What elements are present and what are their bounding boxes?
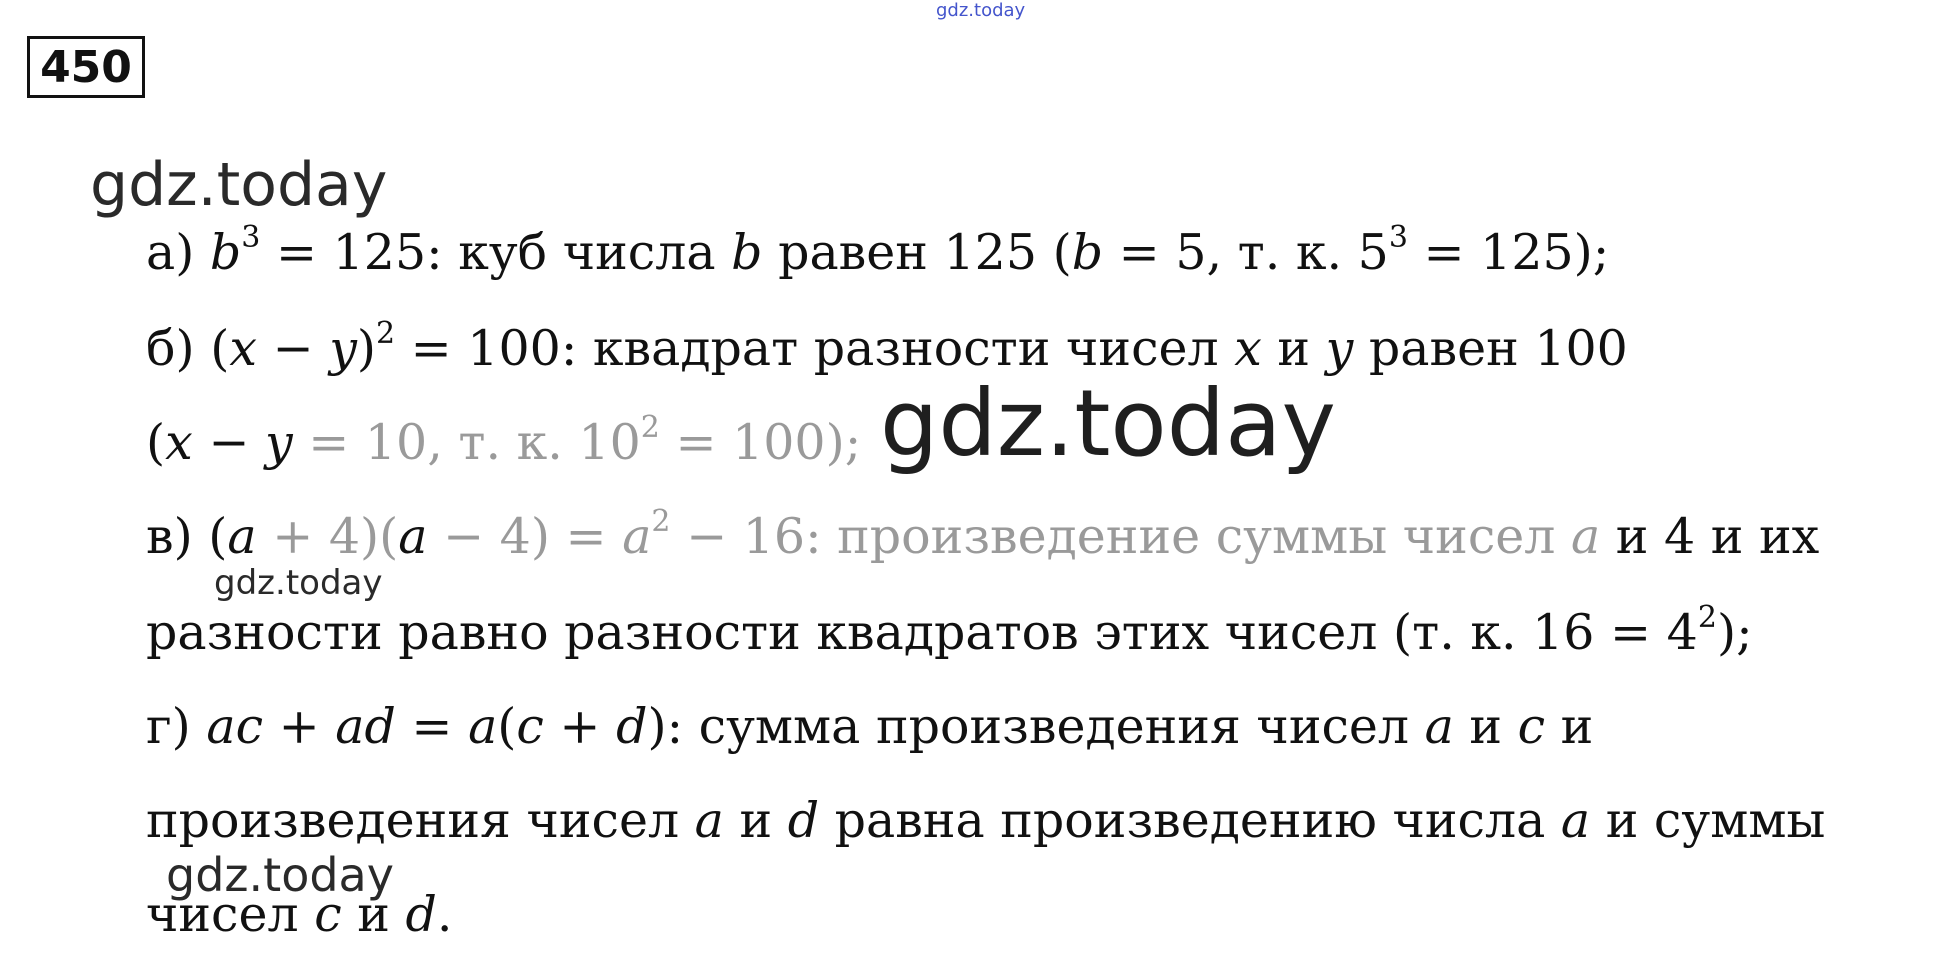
math-var: y (1325, 320, 1354, 377)
watermark-large: gdz.today (880, 370, 1336, 477)
math-var: a (468, 698, 498, 755)
math-var: a (694, 792, 724, 849)
watermark-bottom: gdz.today (166, 848, 394, 902)
math-var: ac (190, 698, 264, 755)
text: произведения чисел (146, 792, 695, 849)
text: ) (647, 698, 667, 755)
math-var: c (516, 698, 544, 755)
math-exp: 3 (241, 220, 261, 255)
text: − (256, 320, 330, 377)
text: = 10, т. к. 10 (292, 414, 641, 471)
text: = (395, 698, 469, 755)
text: ) (356, 320, 376, 377)
math-var: ad (335, 698, 396, 755)
math-var: a (398, 508, 428, 565)
math-var: c (314, 886, 342, 943)
item-label: а) (146, 224, 195, 281)
item-b (146, 316, 1628, 377)
math-var: a (622, 508, 652, 565)
text: + (263, 698, 336, 755)
text: равен 100 (1353, 320, 1628, 377)
text: ( (192, 508, 228, 565)
math-var: y (264, 414, 293, 471)
task-number: 450 (27, 36, 145, 98)
math-var: d (405, 886, 437, 943)
math-var: x (165, 414, 193, 471)
math-var: c (1517, 698, 1546, 755)
item-g (146, 698, 1594, 755)
watermark-top: gdz.today (936, 0, 1026, 21)
item-b-continued (146, 410, 862, 471)
text: = 5, т. к. 5 (1103, 224, 1389, 281)
text: − 4) = (427, 508, 623, 565)
text: равна произведению числа (819, 792, 1561, 849)
item-a (146, 220, 1610, 281)
math-var: d (787, 792, 820, 849)
text: = 100: квадрат разности чисел (395, 320, 1235, 377)
item-v-continued (146, 600, 1753, 661)
item-label: б) (146, 320, 195, 377)
math-exp: 2 (1697, 600, 1717, 635)
text: ( (146, 414, 166, 471)
math-var: a (1570, 508, 1601, 565)
math-var: b (1071, 224, 1104, 281)
text: ); (1716, 604, 1753, 661)
text: чисел (146, 886, 315, 943)
text: и (1545, 698, 1594, 755)
math-exp: 2 (376, 316, 396, 351)
text: = 125: куб числа (260, 224, 732, 281)
text: + (543, 698, 617, 755)
math-var: a (1560, 792, 1591, 849)
item-v (146, 504, 1820, 565)
watermark: gdz.today (90, 150, 388, 220)
text: . (436, 886, 453, 943)
item-g-continued (146, 792, 1826, 849)
text: разности равно разности квадратов этих чисел (т. к. 16 = 4 (146, 604, 1698, 661)
math-var: a (1424, 698, 1454, 755)
watermark-small: gdz.today (214, 563, 383, 603)
text: : произведение суммы чисел (805, 508, 1571, 565)
text: = 100); (659, 414, 862, 471)
text: равен 125 ( (762, 224, 1072, 281)
text: = 125); (1407, 224, 1610, 281)
text: и (1453, 698, 1518, 755)
math-var: d (616, 698, 648, 755)
text: − 16 (670, 508, 806, 565)
text: ( (497, 698, 517, 755)
text: и (723, 792, 788, 849)
text: : сумма произведения чисел (666, 698, 1425, 755)
text: − (192, 414, 265, 471)
math-exp: 3 (1388, 220, 1408, 255)
math-var: a (227, 508, 257, 565)
text: ( (194, 320, 230, 377)
item-label: г) (146, 698, 191, 755)
math-var: y (329, 320, 357, 377)
math-var: x (229, 320, 257, 377)
text: + 4)( (256, 508, 399, 565)
text: и (341, 886, 406, 943)
math-var: b (731, 224, 763, 281)
math-var: b (209, 224, 242, 281)
text: и 4 и их (1600, 508, 1820, 565)
math-exp: 2 (640, 410, 660, 445)
text: и (1261, 320, 1326, 377)
item-label: в) (146, 508, 193, 565)
math-exp: 2 (651, 504, 671, 539)
text: и суммы (1590, 792, 1826, 849)
math-var: x (1234, 320, 1262, 377)
